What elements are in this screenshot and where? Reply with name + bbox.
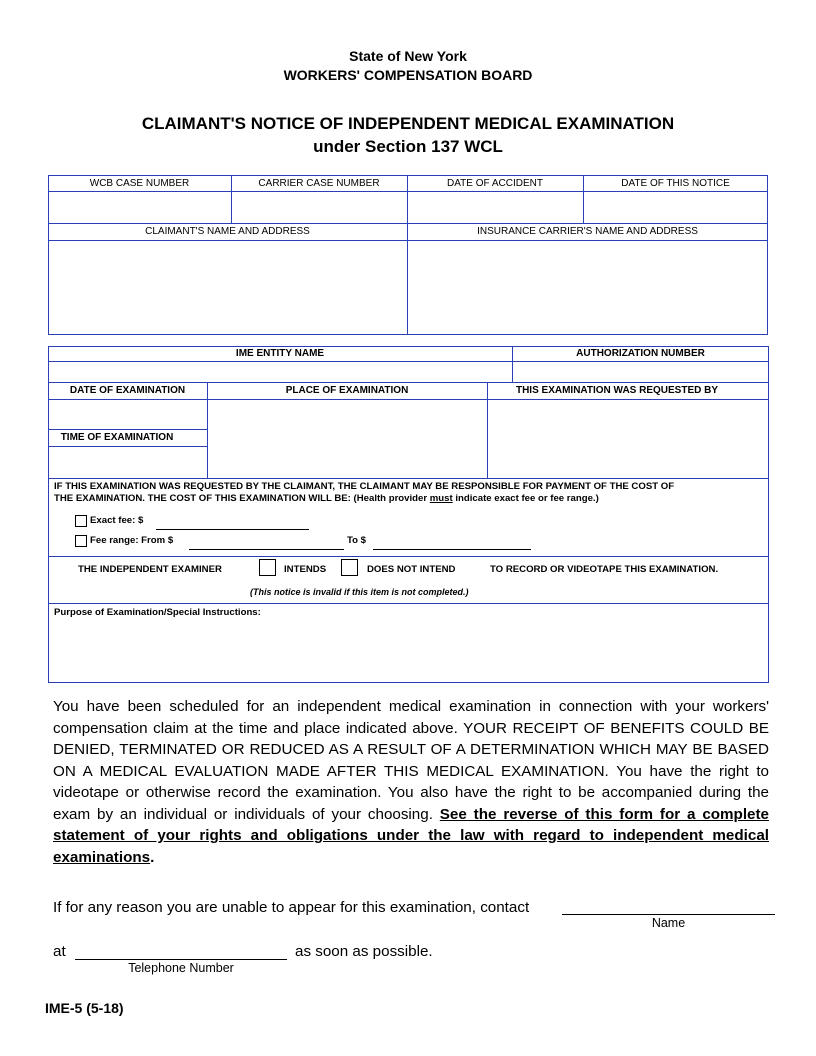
time-of-exam-field[interactable] — [49, 447, 206, 477]
ime-entity-name-label: IME ENTITY NAME — [235, 348, 325, 359]
rights-paragraph: You have been scheduled for an independent medical examination in connection with your workers' compensation claim at the time and place indicated above. YOUR RECEIPT OF BENEFITS COULD BE DENIED, TERMINATED OR REDUCED AS A RESULT OF A DETERMINATION WHICH MAY BE BASED ON A MEDICAL EVALUATION MADE AFTER THIS MEDICAL EXAMINATION. You have the right to videotape or otherwise record the examination. You also have the right to be accompanied during the exam by an individual or individuals of your choosing. See the reverse of this form for a complete statement of your rights and obligations under the law with regard to independent medical examinations. — [53, 698, 769, 866]
form-subtitle: under Section 137 WCL — [313, 137, 503, 156]
fee-range-from-label: Fee range: From $ — [90, 535, 174, 546]
does-not-intend-label: DOES NOT INTEND — [367, 564, 456, 575]
header-state: State of New York — [349, 48, 467, 64]
telephone-label: Telephone Number — [128, 961, 234, 975]
wcb-case-number-field[interactable] — [49, 192, 230, 222]
does-not-intend-checkbox[interactable] — [341, 559, 358, 576]
fee-range-from-line[interactable] — [189, 549, 344, 550]
fee-range-checkbox[interactable] — [75, 535, 87, 547]
invalid-note: (This notice is invalid if this item is not completed.) — [250, 587, 469, 597]
date-of-accident-field[interactable] — [408, 192, 582, 222]
intends-label: INTENDS — [284, 564, 327, 575]
record-text: TO RECORD OR VIDEOTAPE THIS EXAMINATION. — [490, 564, 719, 575]
authorization-number-label: AUTHORIZATION NUMBER — [576, 348, 705, 359]
date-of-notice-label: DATE OF THIS NOTICE — [621, 178, 730, 189]
exact-fee-checkbox[interactable] — [75, 515, 87, 527]
examiner-label: THE INDEPENDENT EXAMINER — [78, 564, 222, 575]
claimant-name-address-label: CLAIMANT'S NAME AND ADDRESS — [145, 226, 310, 237]
time-of-exam-label: TIME OF EXAMINATION — [60, 432, 174, 443]
purpose-field[interactable] — [49, 620, 768, 682]
wcb-case-number-label: WCB CASE NUMBER — [89, 178, 190, 189]
exact-fee-line[interactable] — [156, 529, 309, 530]
claimant-name-address-field[interactable] — [49, 241, 406, 334]
contact-text: If for any reason you are unable to appear for this examination, contact — [53, 899, 530, 916]
must-emphasis: must — [429, 493, 453, 504]
place-of-exam-label: PLACE OF EXAMINATION — [285, 385, 409, 396]
carrier-name-address-label: INSURANCE CARRIER'S NAME AND ADDRESS — [477, 226, 698, 237]
ime-entity-name-field[interactable] — [49, 362, 511, 381]
carrier-name-address-field[interactable] — [408, 241, 767, 334]
carrier-case-number-label: CARRIER CASE NUMBER — [258, 178, 380, 189]
reverse-form-notice: See the reverse of this form for a complete statement of your rights and obligations under the law with regard to independent medical examinations — [53, 805, 769, 866]
date-of-exam-field[interactable] — [49, 400, 206, 428]
telephone-line[interactable] — [75, 959, 287, 960]
fee-notice-line2: THE EXAMINATION. THE COST OF THIS EXAMINATION WILL BE: (Health provider must indicate exact fee or fee range.) — [54, 493, 599, 504]
form-id: IME-5 (5-18) — [45, 1000, 124, 1016]
fee-range-to-line[interactable] — [373, 549, 531, 550]
carrier-case-number-field[interactable] — [232, 192, 406, 222]
purpose-label: Purpose of Examination/Special Instructions: — [54, 607, 261, 618]
header-board: WORKERS' COMPENSATION BOARD — [283, 67, 533, 83]
name-label: Name — [651, 916, 686, 930]
place-of-exam-field[interactable] — [208, 400, 486, 477]
date-of-exam-label: DATE OF EXAMINATION — [69, 385, 186, 396]
contact-name-line[interactable] — [562, 914, 775, 915]
date-of-accident-label: DATE OF ACCIDENT — [447, 178, 543, 189]
fee-notice-line1: IF THIS EXAMINATION WAS REQUESTED BY THE CLAIMANT, THE CLAIMANT MAY BE RESPONSIBLE FOR PAYMENT OF THE COST OF — [54, 481, 675, 492]
date-of-notice-field[interactable] — [584, 192, 767, 222]
form-title: CLAIMANT'S NOTICE OF INDEPENDENT MEDICAL EXAMINATION — [141, 114, 675, 133]
asap-text: as soon as possible. — [295, 943, 433, 960]
authorization-number-field[interactable] — [513, 362, 768, 381]
exact-fee-label: Exact fee: $ — [90, 515, 144, 526]
at-text: at — [53, 943, 66, 960]
requested-by-label: THIS EXAMINATION WAS REQUESTED BY — [515, 385, 719, 396]
intends-checkbox[interactable] — [259, 559, 276, 576]
requested-by-field[interactable] — [488, 400, 768, 477]
fee-range-to-label: To $ — [347, 535, 367, 546]
